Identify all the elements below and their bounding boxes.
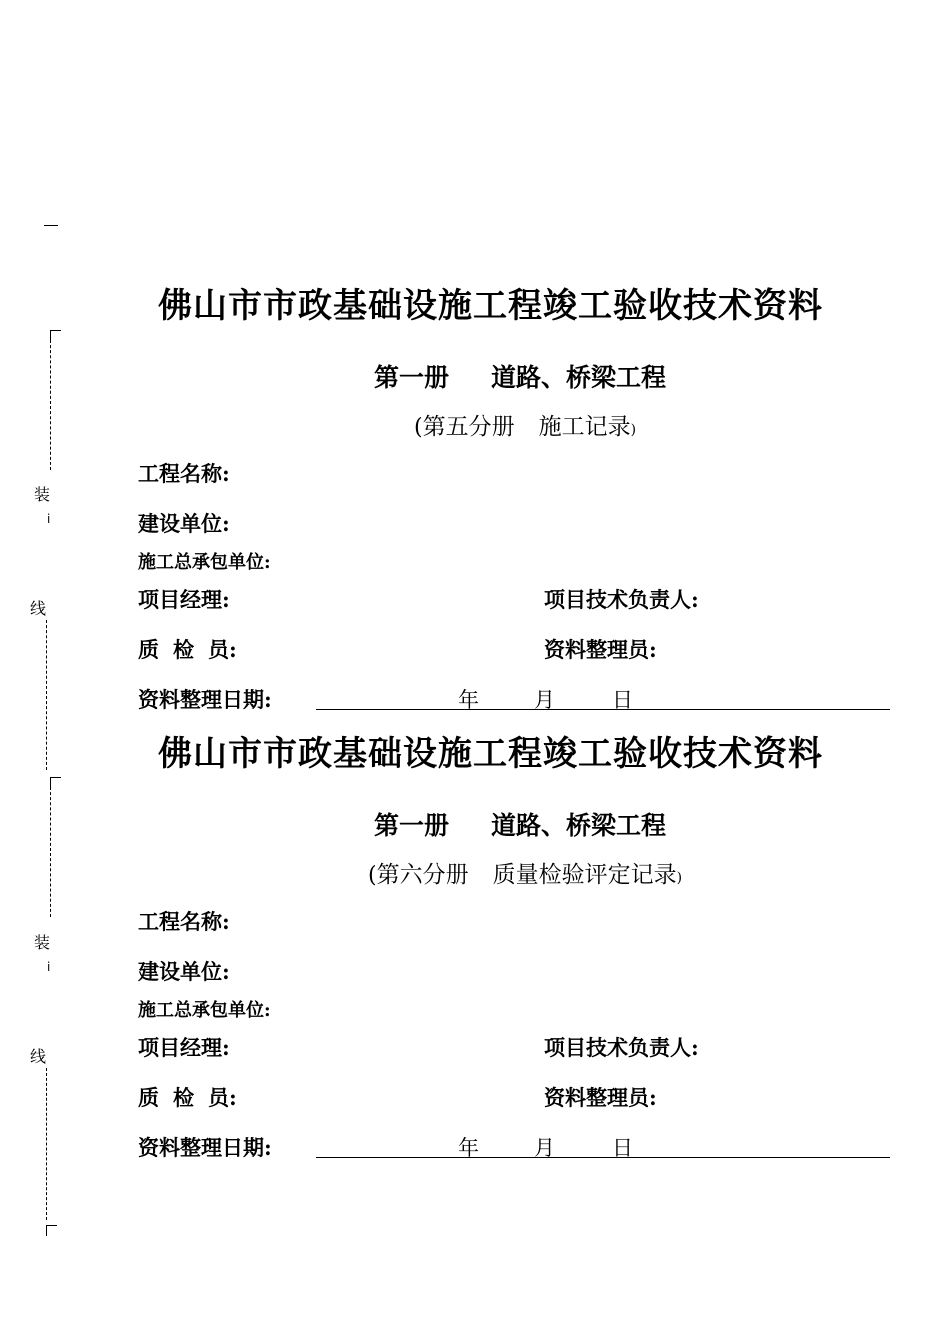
date-year: 年	[458, 688, 479, 712]
margin-dashed-line-4	[46, 1068, 47, 1220]
inspector-char-3: 员:	[208, 637, 237, 662]
margin-zhuang-1: 装	[34, 485, 51, 504]
cover-title: 佛山市市政基础设施工程竣工验收技术资料	[158, 286, 823, 326]
inspector-char-2: 检	[173, 637, 194, 662]
date-underline	[316, 1157, 890, 1158]
date-day: 日	[612, 1136, 633, 1160]
archivist-label: 资料整理员:	[544, 1085, 657, 1110]
volume-name: 道路、桥梁工程	[491, 363, 667, 392]
margin-corner-3	[46, 1225, 57, 1236]
date-month: 月	[534, 688, 555, 712]
inspector-char-2: 检	[173, 1085, 194, 1110]
inspector-char-3: 员:	[208, 1085, 237, 1110]
margin-xian-2: 线	[30, 1047, 47, 1066]
date-year: 年	[458, 1136, 479, 1160]
margin-mark-1: i	[47, 512, 51, 526]
inspector-char-1: 质	[138, 1085, 159, 1110]
margin-mark-2: i	[47, 960, 51, 974]
date-label: 资料整理日期:	[138, 687, 272, 712]
sub-volume-number: 第五分册	[422, 414, 515, 440]
date-label: 资料整理日期:	[138, 1135, 272, 1160]
archivist-label: 资料整理员:	[544, 637, 657, 662]
close-paren: )	[676, 870, 683, 886]
open-paren: (	[367, 863, 377, 888]
builder-label: 建设单位:	[138, 511, 230, 536]
tech-lead-label: 项目技术负责人:	[544, 1035, 699, 1060]
project-name-label: 工程名称:	[138, 461, 230, 486]
project-name-label: 工程名称:	[138, 909, 230, 934]
sub-volume-name: 质量检验评定记录	[492, 862, 677, 888]
date-underline	[316, 709, 890, 710]
margin-corner-2	[50, 777, 61, 788]
margin-top-tick	[44, 225, 58, 226]
volume-number: 第一册	[373, 811, 449, 840]
contractor-label: 施工总承包单位:	[138, 552, 271, 573]
contractor-label: 施工总承包单位:	[138, 1000, 271, 1021]
manager-label: 项目经理:	[138, 587, 230, 612]
inspector-label	[138, 634, 237, 664]
manager-label: 项目经理:	[138, 1035, 230, 1060]
margin-zhuang-2: 装	[34, 933, 51, 952]
sub-volume-number: 第六分册	[376, 862, 469, 888]
inspector-char-1: 质	[138, 637, 159, 662]
open-paren: (	[413, 415, 423, 440]
cover-title: 佛山市市政基础设施工程竣工验收技术资料	[158, 734, 823, 774]
date-month: 月	[534, 1136, 555, 1160]
margin-xian-1: 线	[30, 599, 47, 618]
sub-volume-heading	[0, 856, 950, 889]
sub-volume-heading	[0, 408, 950, 441]
volume-heading	[0, 806, 950, 842]
date-day: 日	[612, 688, 633, 712]
margin-corner-1	[50, 330, 61, 341]
volume-heading	[0, 358, 950, 394]
inspector-label	[138, 1082, 237, 1112]
volume-number: 第一册	[373, 363, 449, 392]
volume-name: 道路、桥梁工程	[491, 811, 667, 840]
margin-dashed-line-2	[46, 620, 47, 770]
builder-label: 建设单位:	[138, 959, 230, 984]
close-paren: )	[630, 422, 637, 438]
tech-lead-label: 项目技术负责人:	[544, 587, 699, 612]
sub-volume-name: 施工记录	[538, 414, 631, 440]
